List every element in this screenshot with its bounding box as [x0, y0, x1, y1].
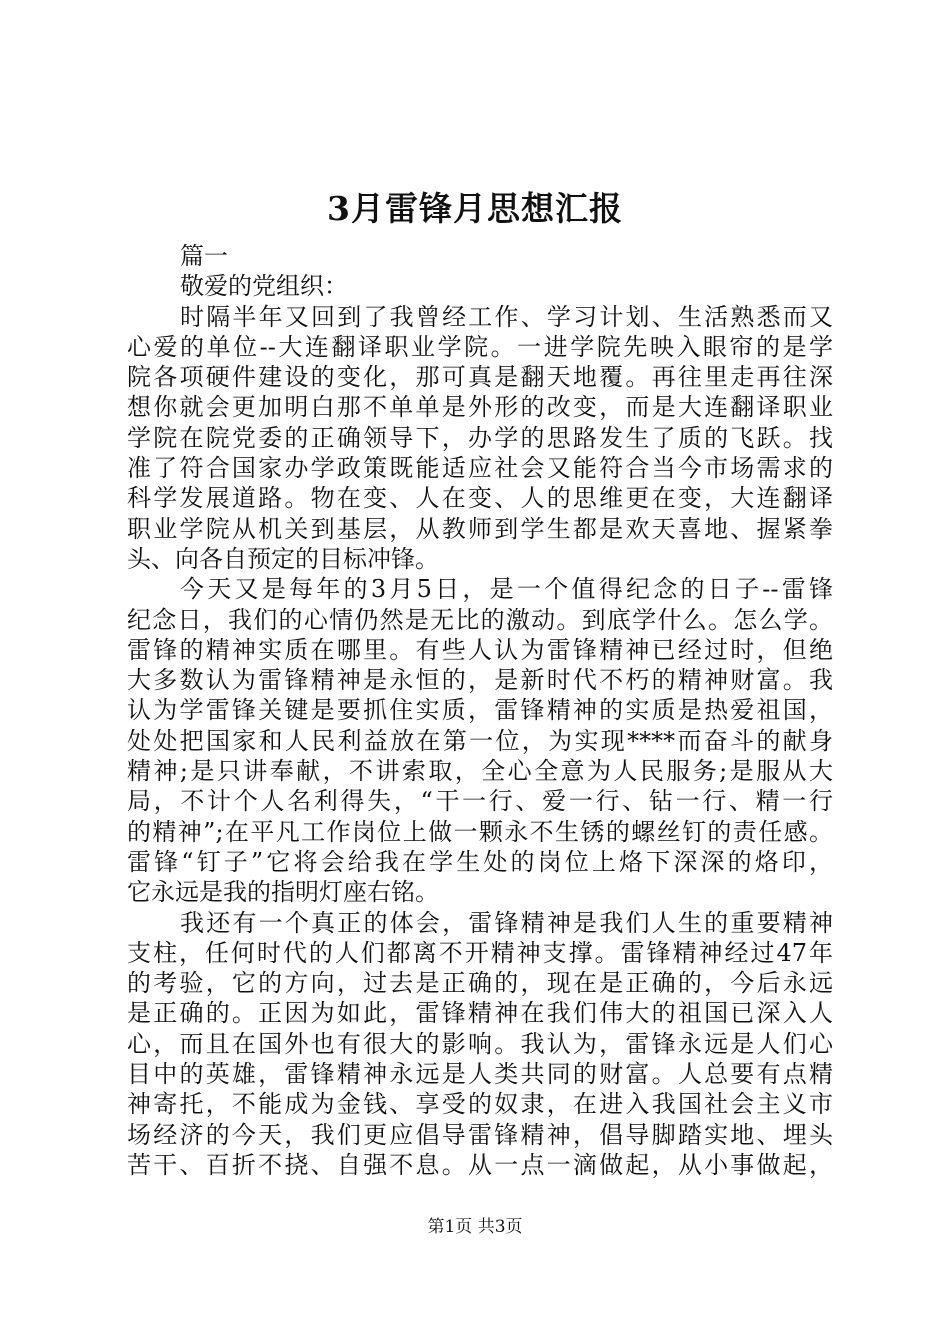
body-line: 敬爱的党组织：: [180, 272, 348, 301]
body-line: 院各项硬件建设的变化，那可真是翻天地覆。再往里走再往深: [127, 363, 833, 392]
body-line: 处处把国家和人民利益放在第一位，为实现****而奋斗的献身: [127, 726, 833, 755]
body-line: 准了符合国家办学政策既能适应社会又能符合当今市场需求的: [127, 454, 833, 483]
body-line: 心，而且在国外也有很大的影响。我认为，雷锋永远是人们心: [127, 1029, 833, 1058]
body-line: 目中的英雄，雷锋精神永远是人类共同的财富。人总要有点精: [127, 1060, 833, 1089]
document-title: 3月雷锋月思想汇报: [327, 189, 623, 228]
body-line: 是正确的。正因为如此，雷锋精神在我们伟大的祖国已深入人: [127, 999, 833, 1028]
body-line: 心爱的单位--大连翻译职业学院。一进学院先映入眼帘的是学: [127, 332, 833, 361]
body-line: 想你就会更加明白那不单单是外形的改变，而是大连翻译职业: [127, 393, 833, 422]
body-line: 的精神”;在平凡工作岗位上做一颗永不生锈的螺丝钉的责任感。: [127, 817, 833, 846]
body-line: 场经济的今天，我们更应倡导雷锋精神，倡导脚踏实地、埋头: [127, 1120, 833, 1149]
body-line: 科学发展道路。物在变、人在变、人的思维更在变，大连翻译: [127, 484, 833, 513]
page-footer: 第1页 共3页: [427, 1217, 523, 1237]
body-line: 支柱，任何时代的人们都离不开精神支撑。雷锋精神经过47年: [127, 938, 833, 967]
document-body: [127, 241, 833, 1180]
body-line: 篇一: [180, 242, 228, 270]
body-line: 大多数认为雷锋精神是永恒的，是新时代不朽的精神财富。我: [127, 666, 833, 695]
body-line: 认为学雷锋关键是要抓住实质，雷锋精神的实质是热爱祖国，: [127, 696, 833, 725]
body-line: 我还有一个真正的体会，雷锋精神是我们人生的重要精神: [180, 908, 833, 937]
body-line: 学院在院党委的正确领导下，办学的思路发生了质的飞跃。找: [127, 423, 833, 452]
body-line: 局，不计个人名利得失，“干一行、爱一行、钻一行、精一行: [127, 787, 833, 816]
body-line: 的考验，它的方向，过去是正确的，现在是正确的，今后永远: [127, 969, 833, 998]
body-line: 纪念日，我们的心情仍然是无比的激动。到底学什么。怎么学。: [127, 605, 833, 634]
body-line: 雷锋的精神实质在哪里。有些人认为雷锋精神已经过时，但绝: [127, 635, 833, 664]
body-line: 职业学院从机关到基层，从教师到学生都是欢天喜地、握紧拳: [127, 514, 833, 543]
body-line: 今天又是每年的3月5日，是一个值得纪念的日子--雷锋: [180, 575, 833, 604]
body-line: 头、向各自预定的目标冲锋。: [127, 544, 439, 573]
body-line: 苦干、百折不挠、自强不息。从一点一滴做起，从小事做起，: [127, 1150, 833, 1179]
body-line: 神寄托，不能成为金钱、享受的奴隶，在进入我国社会主义市: [127, 1090, 833, 1119]
body-line: 它永远是我的指明灯座右铭。: [127, 878, 439, 907]
body-line: 雷锋“钉子”它将会给我在学生处的岗位上烙下深深的烙印，: [127, 847, 833, 876]
body-line: 精神;是只讲奉献，不讲索取，全心全意为人民服务;是服从大: [127, 757, 833, 786]
body-line: 时隔半年又回到了我曾经工作、学习计划、生活熟悉而又: [180, 302, 833, 331]
